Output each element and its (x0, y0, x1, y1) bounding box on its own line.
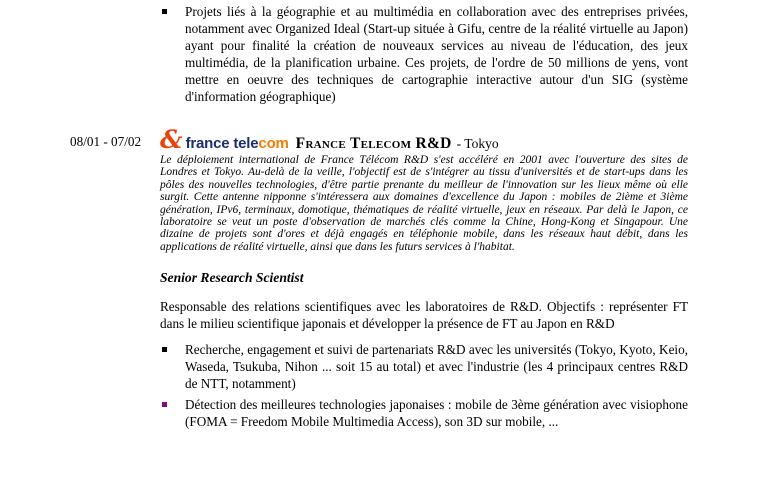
france-telecom-logo (160, 125, 289, 154)
bullet-square-icon (160, 396, 185, 430)
date-range: 08/01 - 07/02 (70, 134, 142, 149)
bullet-text: Recherche, engagement et suivi de partenariats R&D avec les universités (Tokyo, Kyoto, Keio, Waseda, Tsukuba, Nihon ... soit 15 au total) et avec l'industrie (les 4 principaux centres R&D de NTT, notamment) (185, 342, 688, 392)
list-item (160, 341, 688, 392)
list-item (160, 396, 688, 430)
role-bullet-list (160, 341, 688, 430)
cv-content-column (70, 3, 688, 430)
bullet-square-icon (162, 402, 167, 407)
bullet-square-icon (160, 3, 185, 105)
bullet-text: Projets liés à la géographie et au multimédia en collaboration avec des entreprises privées, notamment avec Organized Ideal (Start-up située à Gifu, centre de la réalité virtuelle au Japon) ayant pour finalité la création de nouveaux services au niveau de l'éducation, des jeux multimédia, de la planification urbaine. Ces projets, de l'ordre de 50 millions de yens, vont mettre en oeuvre des techniques de cartographie interactive autour d'un SIG (système d'information géographique) (185, 4, 688, 104)
bullet-square-icon (162, 347, 167, 352)
ampersand-logo-icon: & (160, 125, 183, 154)
bullet-square-icon (160, 341, 185, 392)
role-summary: Responsable des relations scientifiques avec les laboratoires de R&D. Objectifs : représenter FT dans le milieu scientifique japonais et développer la présence de FT au Japon en R&D (160, 299, 688, 332)
job-title: Senior Research Scientist (160, 270, 304, 286)
company-name: France Telecom R&D (295, 135, 452, 152)
experience-header (70, 125, 688, 154)
logo-text-orange: com (258, 135, 289, 152)
bullet-square-icon (162, 9, 167, 14)
company-description: Le déploiement international de France Télécom R&D s'est accéléré en 2001 avec l'ouverture des sites de Londres et Tokyo. Au-delà de la veille, l'objectif est de s'intégrer au tissu d'universités et de start-ups dans les pôles des nouvelles technologies, d'être partie prenante du meilleur de l'innovation sur les lieux même où elle surgit. Cette antenne nipponne s'intéressera aux domaines d'excellence du Japon : mobiles de 2ième et 3ième génération, IPv6, terminaux, domotique, thématiques de réalité virtuelle, jeux en réseaux. Par delà le Japon, ce laboratoire se veut un poste d'observation de marchés clés comme la Chine, Hong-Kong et Singapour. Une dizaine de projets sont d'ores et déjà engagés en téléphonie mobile, dans les réseaux haut débit, dans les applications de réalité virtuelle, ainsi que dans les futurs services à l'habitat. (160, 154, 688, 253)
logo-wordmark (186, 135, 289, 152)
list-item (160, 3, 688, 105)
bullet-text: Détection des meilleures technologies japonaises : mobile de 3ème génération avec visiophone (FOMA = Freedom Mobile Multimedia Access), son 3D sur mobile, ... (185, 397, 688, 430)
logo-text-navy: france tele (185, 135, 259, 152)
company-location: - Tokyo (456, 136, 499, 151)
